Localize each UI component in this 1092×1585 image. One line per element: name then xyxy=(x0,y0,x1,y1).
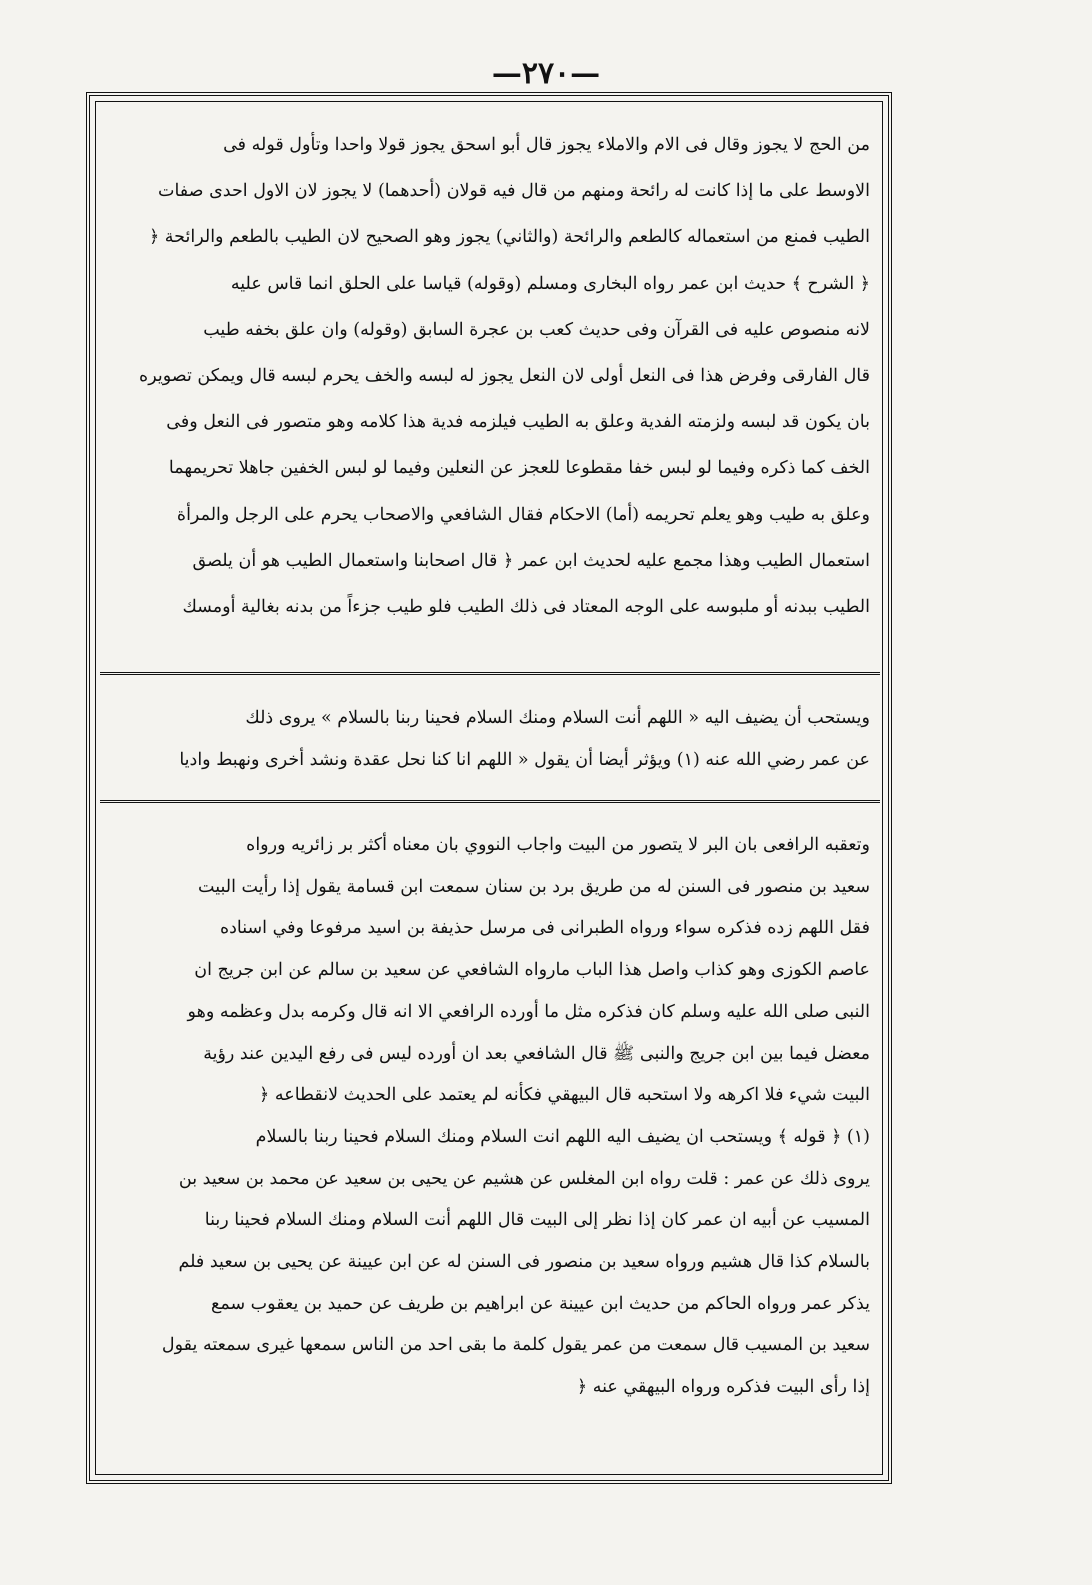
text-line: بان يكون قد لبسه ولزمته الفدية وعلق به الطيب فيلزمه فدية هذا كلامه وهو متصور فى النعل وفى xyxy=(166,412,870,433)
text-line: فقل اللهم زده فذكره سواء ورواه الطبرانى فى مرسل حذيفة بن اسيد مرفوعا وفي اسناده xyxy=(219,918,870,939)
text-line: الخف كما ذكره وفيما لو لبس خفا مقطوعا للعجز عن النعلين وفيما لو لبس الخفين جاهلا تحريمهما xyxy=(168,458,870,479)
text-line: سعيد بن منصور فى السنن له من طريق برد بن سنان سمعت ابن قسامة يقول إذا رأيت البيت xyxy=(198,876,870,897)
text-line: عن عمر رضي الله عنه (١) ويؤثر أيضا أن يقول « اللهم انا كنا نحل عقدة ونشد أخرى ونهبط واديا xyxy=(179,750,870,770)
commentary-bottom xyxy=(110,825,870,1409)
text-line: الاوسط على ما إذا كانت له رائحة ومنهم من قال فيه قولان (أحدهما) لا يجوز لان الاول احدى صفات xyxy=(158,181,870,202)
text-line: ﴿ الشرح ﴾ حديث ابن عمر رواه البخارى ومسلم (وقوله) قياسا على الحلق انما قاس عليه xyxy=(230,273,870,294)
page-number: —٢٧٠— xyxy=(491,56,601,91)
main-text xyxy=(110,697,870,781)
text-line: من الحج لا يجوز وقال فى الام والاملاء يجوز قال أبو اسحق يجوز قولا واحدا وتأول قوله فى xyxy=(223,135,870,155)
section-divider xyxy=(100,800,880,803)
text-line: النبى صلى الله عليه وسلم كان فذكره مثل ما أورده الرافعي الا انه قال وكرمه بدل وعظمه وهو xyxy=(187,1001,870,1022)
text-line: لانه منصوص عليه فى القرآن وفى حديث كعب بن عجرة السابق (وقوله) وان علق بخفه طيب xyxy=(203,319,870,340)
footnote-line: سعيد بن المسيب قال سمعت من عمر يقول كلمة ما بقى احد من الناس سمعها غيرى سمعته يقول xyxy=(161,1335,870,1356)
footnote-line: إذا رأى البيت فذكره ورواه البيهقي عنه ﴿ xyxy=(576,1377,870,1398)
text-line: وتعقبه الرافعى بان البر لا يتصور من البيت واجاب النووي بان معناه أكثر بر زائريه ورواه xyxy=(246,835,870,855)
footnote-line: المسيب عن أبيه ان عمر كان إذا نظر إلى البيت قال اللهم أنت السلام ومنك السلام فحينا ربنا xyxy=(204,1210,870,1231)
commentary-top xyxy=(110,122,870,630)
text-line: معضل فيما بين ابن جريج والنبى ﷺ قال الشافعي بعد ان أورده ليس فى رفع اليدين عند رؤية xyxy=(203,1043,870,1064)
text-line: استعمال الطيب وهذا مجمع عليه لحديث ابن عمر ﴿ قال اصحابنا واستعمال الطيب هو أن يلصق xyxy=(192,550,870,571)
footnote-line: يذكر عمر ورواه الحاكم من حديث ابن عيينة عن ابراهيم بن طريف عن حميد بن يعقوب سمع xyxy=(211,1293,870,1314)
text-line: قال الفارقى وفرض هذا فى النعل أولى لان النعل يجوز له لبسه والخف يحرم لبسه قال ويمكن تصويره xyxy=(139,366,870,387)
text-line: الطيب ببدنه أو ملبوسه على الوجه المعتاد فى ذلك الطيب فلو طيب جزءاً من بدنه بغالية أومسك xyxy=(182,597,870,618)
text-line: عاصم الكوزى وهو كذاب واصل هذا الباب مارواه الشافعي عن سعيد بن سالم عن ابن جريج ان xyxy=(194,960,870,981)
section-divider xyxy=(100,672,880,675)
text-line: ويستحب أن يضيف اليه « اللهم أنت السلام ومنك السلام فحينا ربنا بالسلام » يروى ذلك xyxy=(245,708,870,728)
footnote-line: (١) ﴿ قوله ﴾ ويستحب ان يضيف اليه اللهم انت السلام ومنك السلام فحينا ربنا بالسلام xyxy=(255,1126,870,1147)
text-line: البيت شيء فلا اكرهه ولا استحبه قال البيهقي فكأنه لم يعتمد على الحديث لانقطاعه ﴿ xyxy=(259,1085,870,1106)
footnote-line: يروى ذلك عن عمر : قلت رواه ابن المغلس عن هشيم عن يحيى بن سعيد عن محمد بن سعيد بن xyxy=(178,1168,870,1189)
text-line: الطيب فمنع من استعماله كالطعم والرائحة (والثاني) يجوز وهو الصحيح لان الطيب بالطعم والرائحة ﴿ xyxy=(148,227,870,248)
footnote-line: بالسلام كذا قال هشيم ورواه سعيد بن منصور فى السنن له عن ابن عيينة عن يحيى بن سعيد فلم xyxy=(178,1252,870,1273)
text-line: وعلق به طيب وهو يعلم تحريمه (أما) الاحكام فقال الشافعي والاصحاب يحرم على الرجل والمرأة xyxy=(176,504,870,525)
